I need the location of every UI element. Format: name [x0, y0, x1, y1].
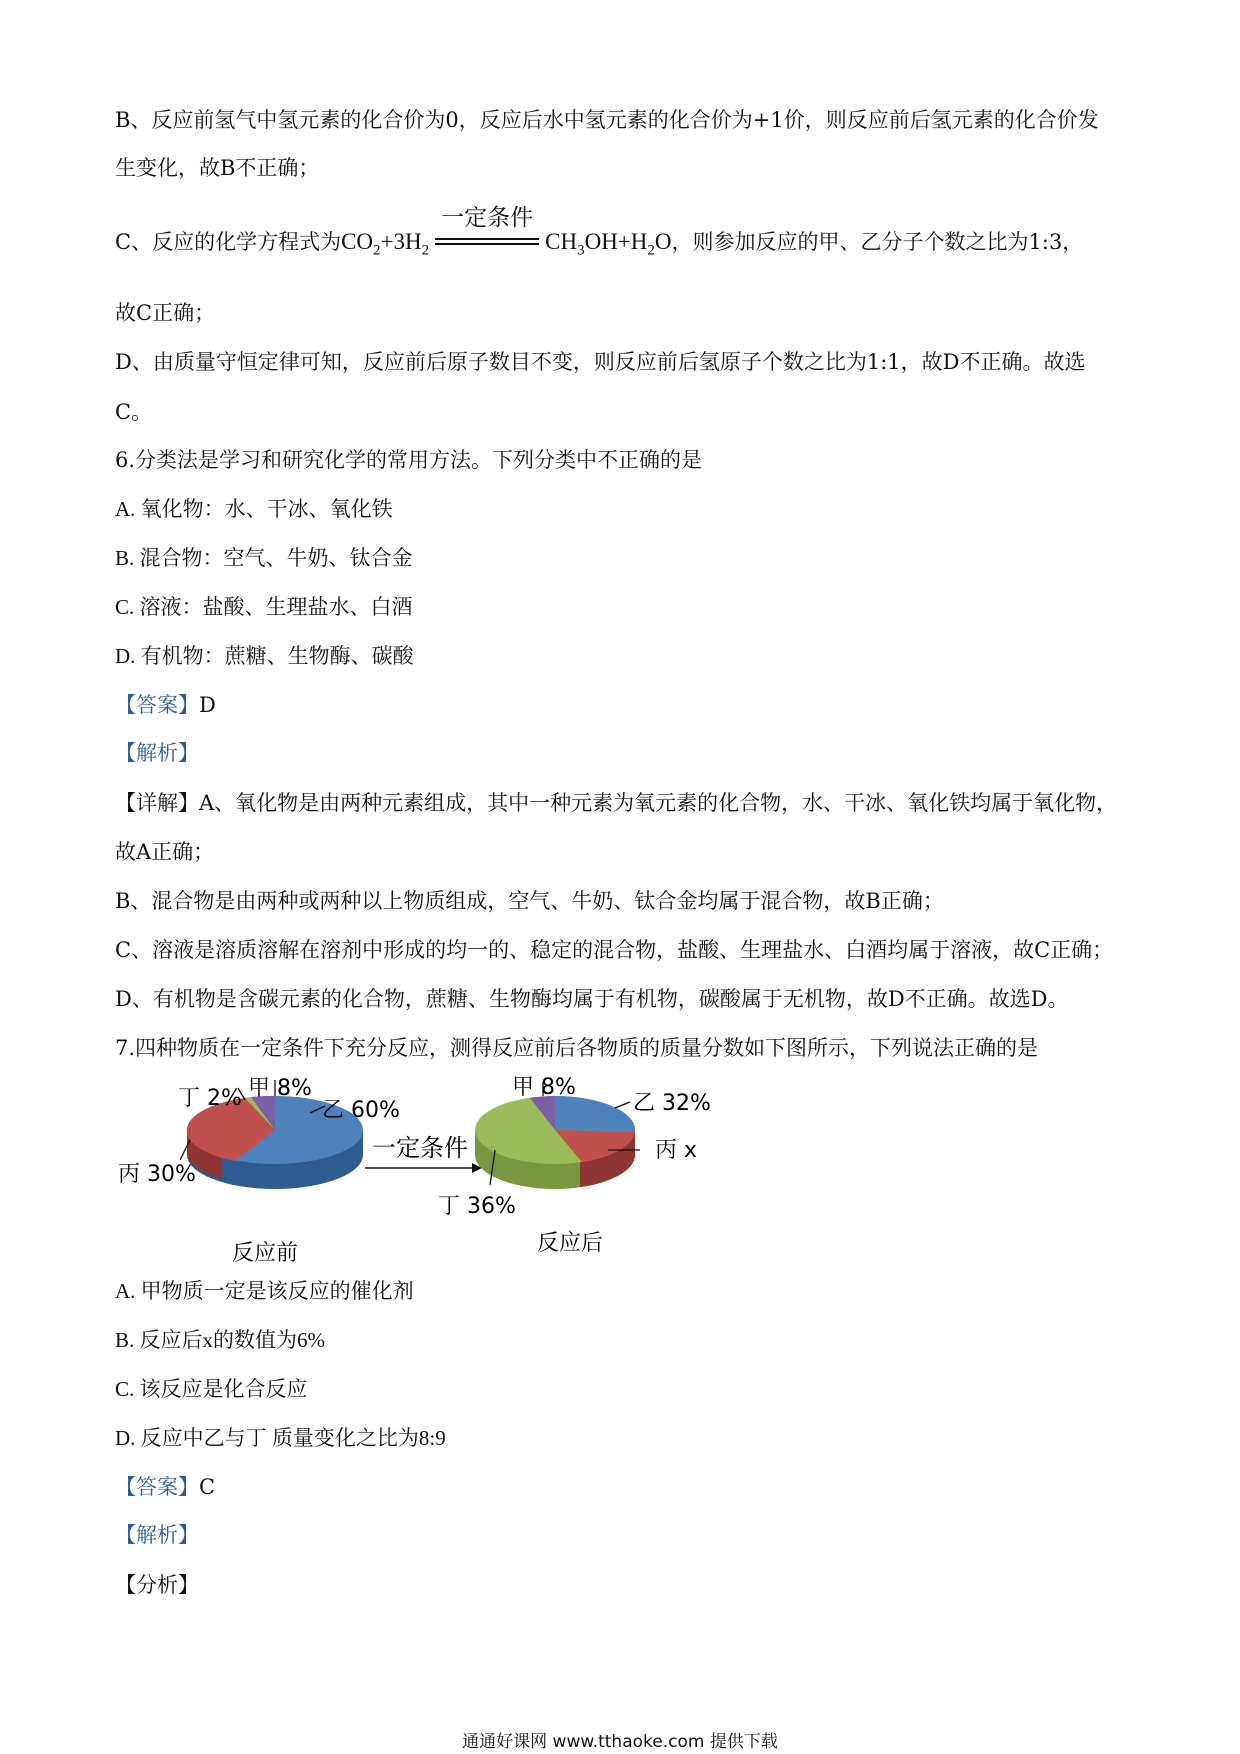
- text-line: 故C正确；: [115, 301, 216, 325]
- answer-line: [115, 690, 216, 720]
- option-b: B. 反应后x的数值为6%: [115, 1328, 325, 1352]
- answer-tag: 【答案】: [115, 693, 199, 717]
- slice-yi-after: [555, 1096, 635, 1132]
- detail-line: D、有机物是含碳元素的化合物，蔗糖、生物酶均属于有机物，碳酸属于无机物，故D不正确。故选D。: [115, 987, 1069, 1011]
- text-line: D、由质量守恒定律可知，反应前后原子数目不变，则反应前后氢原子个数之比为1:1，故D不正确。故选: [115, 350, 1086, 374]
- detail-tag: 【详解】: [115, 791, 199, 815]
- label-after-jia: 甲 8%: [512, 1075, 576, 1100]
- text-line: 生变化，故B不正确；: [115, 156, 320, 180]
- text-line: B、反应前氢气中氢元素的化合价为0，反应后水中氢元素的化合价为+1价，则反应前后氢元素的化合价发: [115, 108, 1099, 132]
- arrow-label: 一定条件: [372, 1134, 468, 1162]
- label-after-bing: 丙 x: [655, 1138, 698, 1163]
- option-d: D. 反应中乙与丁 质量变化之比为8:9: [115, 1426, 446, 1450]
- analysis-tag: 【解析】: [115, 741, 199, 765]
- analysis-tag: 【解析】: [115, 1523, 199, 1547]
- text-span: C、反应的化学方程式为: [115, 230, 342, 254]
- option-d: D. 有机物：蔗糖、生物酶、碳酸: [115, 644, 414, 668]
- condition-label: 一定条件: [441, 204, 534, 231]
- page-footer: 通通好课网 www.tthaoke.com 提供下载: [462, 1732, 778, 1752]
- question-stem: 7.四种物质在一定条件下充分反应，测得反应前后各物质的质量分数如下图所示，下列说法正确的是: [115, 1036, 1039, 1060]
- label-before-ding: 丁 2%: [178, 1086, 242, 1111]
- pie-before-title: 反应前: [231, 1241, 299, 1266]
- chemical-equation: $CO_2+3H_2$ 一定条件 $CH_3OH+H_2O$: [341, 204, 672, 259]
- equation-line: [115, 204, 1084, 266]
- answer-value: D: [199, 693, 216, 717]
- pie-after-title: 反应后: [536, 1231, 604, 1256]
- text-line: C。: [115, 400, 153, 424]
- detail-line: 故A正确；: [115, 840, 215, 864]
- label-after-ding: 丁 36%: [438, 1194, 516, 1219]
- detail-line: 【详解】A、氧化物是由两种元素组成，其中一种元素为氧元素的化合物，水、干冰、氧化铁均属于氧化物，: [115, 791, 1118, 815]
- option-a: A. 甲物质一定是该反应的催化剂: [115, 1279, 414, 1303]
- answer-value: C: [199, 1475, 216, 1499]
- label-after-yi: 乙 32%: [633, 1091, 711, 1116]
- text-span: ，则参加反应的甲、乙分子个数之比为1:3，: [671, 230, 1084, 254]
- answer-tag: 【答案】: [115, 1475, 199, 1499]
- option-a: A. 氧化物：水、干冰、氧化铁: [115, 497, 393, 521]
- answer-line: [115, 1472, 215, 1502]
- label-before-yi: 乙 60%: [322, 1098, 400, 1123]
- option-c: C. 该反应是化合反应: [115, 1377, 308, 1401]
- option-c: C. 溶液：盐酸、生理盐水、白酒: [115, 595, 413, 619]
- label-before-bing: 丙 30%: [118, 1162, 196, 1187]
- detail-line: B、混合物是由两种或两种以上物质组成，空气、牛奶、钛合金均属于混合物，故B正确；: [115, 889, 944, 913]
- detail-line: C、溶液是溶质溶解在溶剂中形成的均一的、稳定的混合物，盐酸、生理盐水、白酒均属于溶液，故C正确；: [115, 938, 1114, 962]
- label-before-jia: 甲 8%: [248, 1076, 312, 1101]
- condition-arrow: [435, 204, 539, 259]
- question-stem: 6.分类法是学习和研究化学的常用方法。下列分类中不正确的是: [115, 448, 703, 472]
- pie-chart-figure: [110, 1070, 750, 1270]
- option-b: B. 混合物：空气、牛奶、钛合金: [115, 546, 413, 570]
- fenxi-tag: 【分析】: [115, 1573, 199, 1597]
